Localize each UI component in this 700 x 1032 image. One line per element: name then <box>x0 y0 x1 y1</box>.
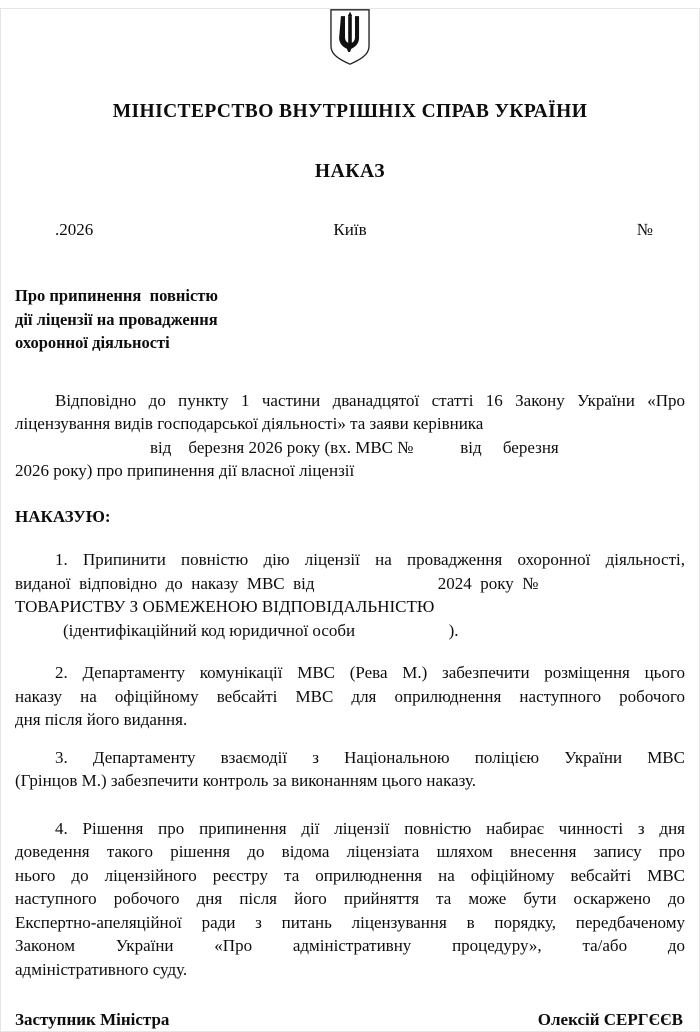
preamble-line: Відповідно до пункту 1 частини дванадцятої статті 16 Закону України «Про <box>55 390 685 410</box>
order-item-line: доведення такого рішення до відома ліцензіата шляхом внесення запису про <box>15 842 685 861</box>
order-item-line: Законом України «Про адміністративну процедуру», та/або до <box>15 936 685 955</box>
order-document <box>0 8 700 1031</box>
order-item-1 <box>15 548 685 642</box>
preamble-paragraph <box>15 389 685 483</box>
doc-date: .2026 <box>55 220 94 239</box>
order-item-line: 2. Департаменту комунікації МВС (Рева М.) забезпечити розміщення цього <box>55 663 685 682</box>
order-item-line: (Грінцов М.) забезпечити контроль за виконанням цього наказу. <box>15 771 477 790</box>
signer-position: Заступник Міністра <box>15 1010 170 1029</box>
order-item-line: дня після його видання. <box>15 710 188 729</box>
subject-block <box>15 285 685 356</box>
order-item-line: виданої відповідно до наказу МВС від 2024 року № <box>15 573 539 593</box>
subject-line: дії ліцензії на провадження <box>15 309 218 329</box>
signer-name: Олексій СЕРГЄЄВ <box>537 1010 683 1029</box>
ukraine-trident-emblem-icon <box>327 8 373 66</box>
order-item-line: адміністративного суду. <box>15 959 188 979</box>
preamble-line: 2026 року) про припинення дії власної ліцензії <box>15 461 355 480</box>
order-item-line: (ідентифікаційний код юридичної особи ). <box>63 620 459 640</box>
doc-city: Київ <box>333 220 367 239</box>
order-item-line: 1. Припинити повністю дію ліцензії на провадження охоронної діяльності, <box>55 550 685 569</box>
order-item-line: Експертно-апеляційної ради з питань ліцензування в порядку, передбаченому <box>15 912 685 932</box>
emblem-wrap <box>15 8 685 66</box>
order-item-4 <box>15 817 685 982</box>
order-item-2 <box>15 661 685 732</box>
doc-type-title: НАКАЗ <box>314 161 386 182</box>
ministry-title: МІНІСТЕРСТВО ВНУТРІШНІХ СПРАВ УКРАЇНИ <box>112 101 588 122</box>
signature-row <box>15 1008 685 1031</box>
order-item-line: ТОВАРИСТВУ З ОБМЕЖЕНОЮ ВІДПОВІДАЛЬНІСТЮ <box>15 597 435 616</box>
doc-number-sign: № <box>636 220 653 239</box>
subject-line: охоронної діяльності <box>15 333 170 352</box>
order-item-line: 3. Департаменту взаємодії з Національною поліцією України МВС <box>55 747 685 767</box>
order-word: НАКАЗУЮ: <box>15 506 111 526</box>
order-item-line: 4. Рішення про припинення дії ліцензії повністю набирає чинності з дня <box>55 818 685 838</box>
preamble-line: ліцензування видів господарської діяльності» та заяви керівника <box>15 414 484 433</box>
preamble-line: від березня 2026 року (вх. МВС № від березня <box>150 437 559 457</box>
order-item-line: наступного робочого дня після його прийняття та може бути оскаржено до <box>15 889 685 908</box>
order-item-line: нього до ліцензійного реєстру та оприлюднення на офіційному вебсайті МВС <box>15 865 685 885</box>
order-item-line: наказу на офіційному вебсайті МВС для оприлюднення наступного робочого <box>15 686 685 706</box>
order-item-3 <box>15 746 685 793</box>
date-city-number-row <box>15 220 685 240</box>
subject-line: Про припинення повністю <box>15 286 218 305</box>
